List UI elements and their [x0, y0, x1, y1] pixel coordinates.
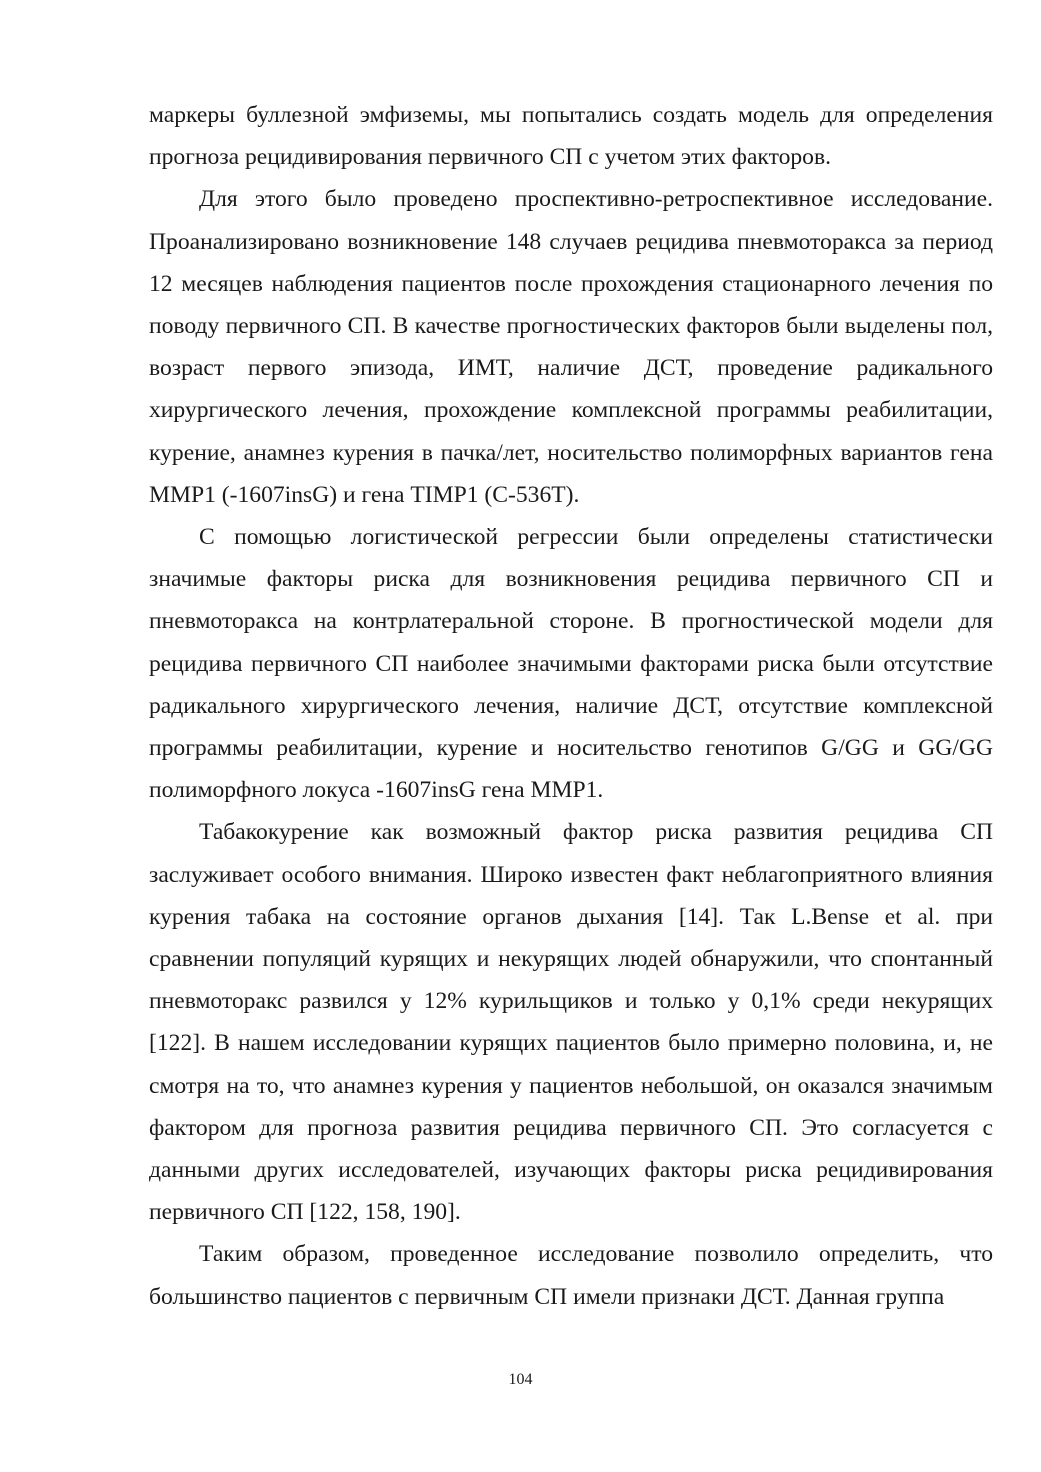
paragraph-continuation: маркеры буллезной эмфиземы, мы попытались создать модель для определения прогноза рецидивирования первичного СП с учетом этих факторов.	[149, 102, 993, 171]
paragraph-logistic-regression: С помощью логистической регрессии были определены статистически значимые факторы риска для возникновения рецидива первичного СП и пневмоторакса на контрлатеральной стороне. В прогностической модели для рецидива первичного СП наиболее значимыми факторами риска были отсутствие радикального хирургического лечения, наличие ДСТ, отсутствие комплексной программы реабилитации, курение и носительство генотипов G/GG и GG/GG полиморфного локуса -1607insG гена MMP1.	[149, 524, 993, 804]
page-number: 104	[508, 1371, 533, 1388]
paragraph-conclusion: Таким образом, проведенное исследование позволило определить, что большинство пациентов с первичным СП имели признаки ДСТ. Данная группа	[149, 1241, 993, 1310]
body-text	[149, 94, 993, 1318]
paragraph-study-design: Для этого было проведено проспективно-ретроспективное исследование. Проанализировано возникновение 148 случаев рецидива пневмоторакса за период 12 месяцев наблюдения пациентов после прохождения стационарного лечения по поводу первичного СП. В качестве прогностических факторов были выделены пол, возраст первого эпизода, ИМТ, наличие ДСТ, проведение радикального хирургического лечения, прохождение комплексной программы реабилитации, курение, анамнез курения в пачка/лет, носительство полиморфных вариантов гена MMP1 (-1607insG) и гена TIMP1 (C-536T).	[149, 186, 993, 508]
paragraph-smoking: Табакокурение как возможный фактор риска развития рецидива СП заслуживает особого внимания. Широко известен факт неблагоприятного влияния курения табака на состояние органов дыхания [14]. Так L.Bense et al. при сравнении популяций курящих и некурящих людей обнаружили, что спонтанный пневмоторакс развился у 12% курильщиков и только у 0,1% среди некурящих [122]. В нашем исследовании курящих пациентов было примерно половина, и, не смотря на то, что анамнез курения у пациентов небольшой, он оказался значимым фактором для прогноза развития рецидива первичного СП. Это согласуется с данными других исследователей, изучающих факторы риска рецидивирования первичного СП [122, 158, 190].	[149, 819, 993, 1226]
